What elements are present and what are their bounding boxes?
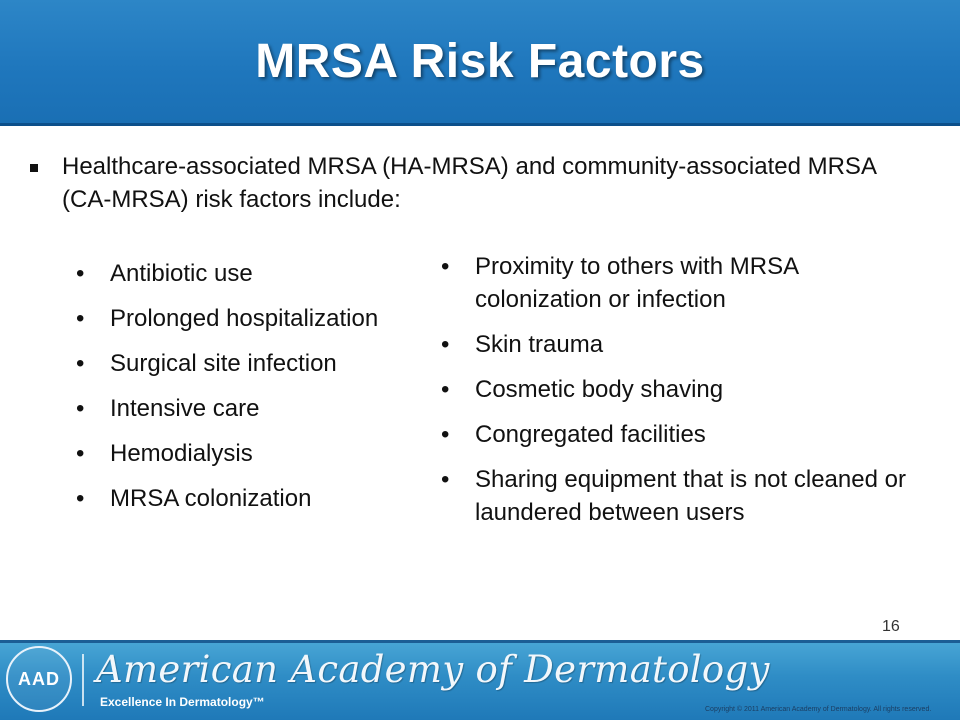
list-item <box>441 328 921 361</box>
organization-name: American Academy of Dermatology <box>96 648 770 691</box>
list-item-text: MRSA colonization <box>110 485 312 512</box>
list-item-text: Skin trauma <box>475 331 604 358</box>
intro-bullet <box>30 150 930 216</box>
bullet-dot-icon: • <box>76 395 85 422</box>
aad-seal-logo: AAD <box>6 646 72 712</box>
list-item-text: Hemodialysis <box>110 440 253 467</box>
list-item <box>76 392 426 425</box>
bullet-dot-icon: • <box>441 466 450 493</box>
list-item-text: Antibiotic use <box>110 260 253 287</box>
list-item-text: Cosmetic body shaving <box>475 376 724 403</box>
list-item <box>441 250 921 316</box>
list-item-text: Prolonged hospitalization <box>110 305 379 332</box>
bullet-dot-icon: • <box>441 376 450 403</box>
list-item-text: Sharing equipment that is not cleaned or laundered between users <box>475 466 906 526</box>
bullet-dot-icon: • <box>441 421 450 448</box>
square-bullet-icon <box>30 164 38 172</box>
list-item <box>76 302 426 335</box>
list-item-text: Proximity to others with MRSA colonization or infection <box>475 253 798 313</box>
bullet-dot-icon: • <box>76 350 85 377</box>
right-risk-factor-list <box>441 250 921 541</box>
list-item <box>441 463 921 529</box>
footer-banner <box>0 640 960 720</box>
bullet-dot-icon: • <box>76 485 85 512</box>
list-item <box>441 418 921 451</box>
bullet-dot-icon: • <box>441 331 450 358</box>
left-risk-factor-list <box>76 257 426 527</box>
title-banner <box>0 0 960 126</box>
bullet-dot-icon: • <box>76 260 85 287</box>
slide-title: MRSA Risk Factors <box>255 34 705 88</box>
list-item <box>441 373 921 406</box>
list-item <box>76 257 426 290</box>
footer-divider-line <box>0 640 960 643</box>
list-item <box>76 347 426 380</box>
list-item-text: Intensive care <box>110 395 260 422</box>
footer-vertical-divider <box>82 654 84 706</box>
list-item <box>76 482 426 515</box>
copyright-notice: Copyright © 2011 American Academy of Dermatology. All rights reserved. <box>705 706 932 713</box>
bullet-dot-icon: • <box>76 440 85 467</box>
list-item-text: Surgical site infection <box>110 350 337 377</box>
intro-text: Healthcare-associated MRSA (HA-MRSA) and community-associated MRSA (CA-MRSA) risk factors include: <box>62 153 876 213</box>
bullet-dot-icon: • <box>441 253 450 280</box>
list-item-text: Congregated facilities <box>475 421 706 448</box>
tagline: Excellence In Dermatology™ <box>100 695 265 709</box>
bullet-dot-icon: • <box>76 305 85 332</box>
page-number: 16 <box>882 618 900 635</box>
list-item <box>76 437 426 470</box>
